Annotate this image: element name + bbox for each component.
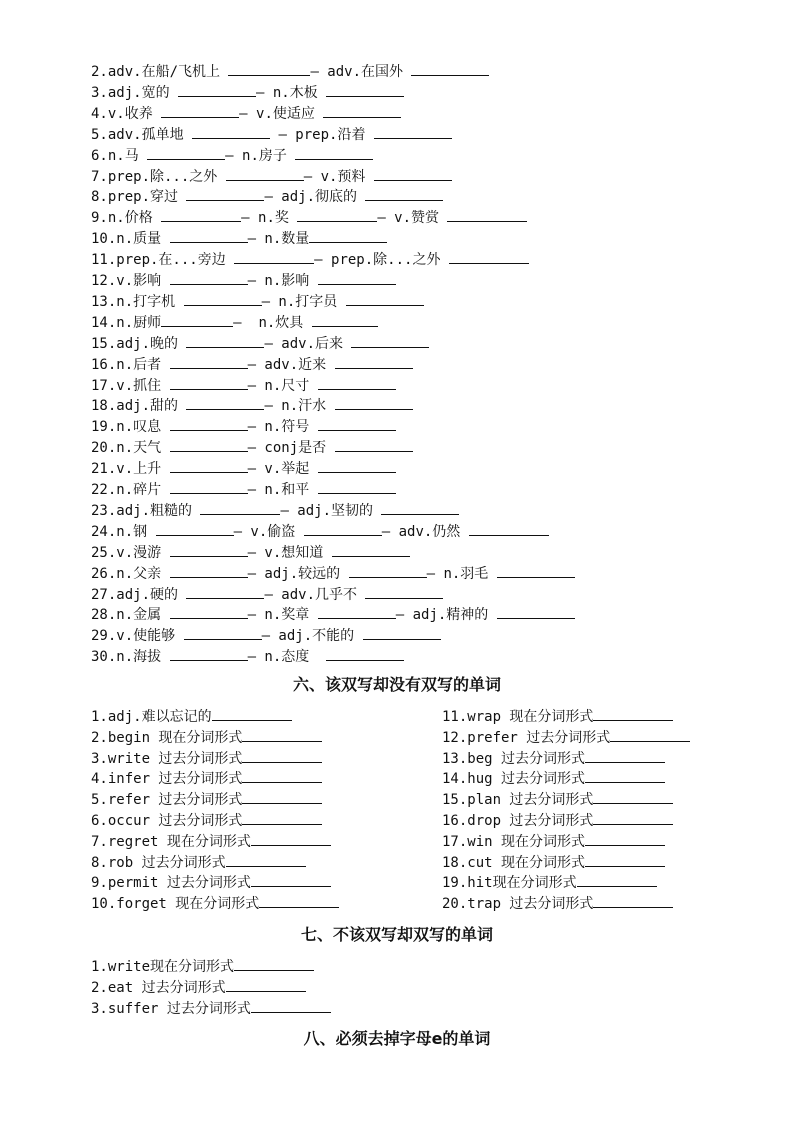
vocab-row: [91, 292, 424, 311]
answer-blank[interactable]: [170, 605, 248, 619]
vocab-row: [91, 522, 549, 541]
item-text: 16.n.后者: [91, 356, 170, 373]
answer-blank[interactable]: [593, 707, 673, 721]
vocab-row: [91, 459, 396, 478]
item-text: 20.n.天气: [91, 440, 170, 457]
item-text: — adv.后来: [264, 335, 352, 352]
answer-blank[interactable]: [242, 749, 322, 763]
item-text: 10.forget 现在分词形式: [91, 896, 260, 913]
vocab-row: [91, 208, 527, 227]
answer-blank[interactable]: [242, 728, 322, 742]
item-text: — n.态度: [247, 649, 327, 666]
answer-blank[interactable]: [161, 208, 241, 222]
vocab-row: [91, 104, 401, 123]
answer-blank[interactable]: [318, 271, 396, 285]
answer-blank[interactable]: [374, 125, 452, 139]
answer-blank[interactable]: [297, 208, 377, 222]
answer-blank[interactable]: [170, 564, 248, 578]
double-letter-item: [91, 707, 292, 726]
answer-blank[interactable]: [349, 564, 427, 578]
item-text: — n.奖章: [247, 607, 318, 624]
no-double-item: [91, 978, 306, 997]
item-text: 30.n.海拔: [91, 649, 170, 666]
item-text: 14.n.厨师: [91, 314, 162, 331]
item-text: — n.房子: [225, 147, 296, 164]
vocab-row: [91, 543, 410, 562]
item-text: 26.n.父亲: [91, 565, 170, 582]
answer-blank[interactable]: [170, 271, 248, 285]
answer-blank[interactable]: [200, 501, 280, 515]
answer-blank[interactable]: [242, 811, 322, 825]
item-text: 24.n.钢: [91, 523, 156, 540]
item-text: — v.赞赏: [377, 210, 448, 227]
double-letter-item: [91, 811, 322, 830]
answer-blank[interactable]: [178, 83, 256, 97]
answer-blank[interactable]: [226, 853, 306, 867]
section-6-heading: 六、该双写却没有双写的单词: [292, 675, 501, 694]
no-double-item: [91, 957, 314, 976]
vocab-row: [91, 564, 575, 583]
answer-blank[interactable]: [323, 104, 401, 118]
item-text: 6.occur 过去分词形式: [91, 813, 243, 829]
item-text: — adj.不能的: [261, 628, 363, 645]
vocab-row: [91, 355, 413, 374]
answer-blank[interactable]: [186, 585, 264, 599]
answer-blank[interactable]: [161, 313, 233, 327]
item-text: — n.打字员: [261, 293, 346, 310]
vocab-row: [91, 334, 429, 353]
vocab-row: [91, 376, 396, 395]
answer-blank[interactable]: [186, 334, 264, 348]
answer-blank[interactable]: [363, 626, 441, 640]
item-text: — n.尺寸: [247, 377, 318, 394]
vocab-row: [91, 250, 529, 269]
answer-blank[interactable]: [226, 978, 306, 992]
answer-blank[interactable]: [585, 853, 665, 867]
item-text: — conj是否: [247, 440, 335, 457]
vocab-row: [91, 187, 443, 206]
vocab-row: [91, 83, 404, 102]
answer-blank[interactable]: [170, 647, 248, 661]
section-7-heading: 七、不该双写却双写的单词: [300, 925, 493, 944]
item-text: 3.suffer 过去分词形式: [91, 1001, 251, 1017]
vocab-row: [91, 146, 373, 165]
item-text: 9.n.价格: [91, 210, 162, 227]
answer-blank[interactable]: [381, 501, 459, 515]
no-double-item: [91, 999, 331, 1018]
answer-blank[interactable]: [170, 459, 248, 473]
answer-blank[interactable]: [585, 749, 665, 763]
item-text: 23.adj.粗糙的: [91, 502, 201, 519]
item-text: — n.和平: [247, 482, 318, 498]
item-text: — prep.除...之外: [314, 252, 449, 269]
answer-blank[interactable]: [593, 790, 673, 804]
answer-blank[interactable]: [326, 83, 404, 97]
answer-blank[interactable]: [228, 62, 310, 76]
item-text: 7.regret 现在分词形式: [91, 833, 251, 850]
item-text: 18.cut 现在分词形式: [442, 854, 586, 871]
double-letter-item: [442, 811, 673, 830]
answer-blank[interactable]: [242, 790, 322, 804]
item-text: 13.beg 过去分词形式: [442, 750, 586, 767]
answer-blank[interactable]: [411, 62, 489, 76]
answer-blank[interactable]: [170, 355, 248, 369]
answer-blank[interactable]: [170, 480, 248, 494]
double-letter-item: [442, 873, 657, 892]
item-text: 2.adv.在船/飞机上: [91, 64, 229, 80]
answer-blank[interactable]: [226, 167, 304, 181]
vocab-row: [91, 417, 396, 436]
double-letter-item: [91, 728, 322, 747]
item-text: — v.预料: [303, 168, 374, 185]
item-text: — adv.在国外: [310, 64, 412, 80]
item-text: 16.drop 过去分词形式: [442, 813, 594, 829]
item-text: 2.eat 过去分词形式: [91, 980, 226, 996]
item-text: — v.偷盗: [233, 523, 304, 540]
answer-blank[interactable]: [304, 522, 382, 536]
double-letter-item: [91, 894, 339, 913]
answer-blank[interactable]: [318, 480, 396, 494]
item-text: 27.adj.硬的: [91, 586, 187, 603]
item-text: — n.木板: [256, 84, 327, 101]
item-text: 19.n.叹息: [91, 419, 170, 436]
item-text: 15.adj.晚的: [91, 335, 187, 352]
item-text: 25.v.漫游: [91, 544, 170, 561]
item-text: 14.hug 过去分词形式: [442, 771, 586, 788]
answer-blank[interactable]: [147, 146, 225, 160]
answer-blank[interactable]: [585, 832, 665, 846]
answer-blank[interactable]: [186, 396, 264, 410]
vocab-row: [91, 271, 396, 290]
vocab-row: [91, 229, 387, 248]
answer-blank[interactable]: [234, 250, 314, 264]
answer-blank[interactable]: [184, 626, 262, 640]
answer-blank[interactable]: [593, 811, 673, 825]
item-text: — adv.仍然: [381, 523, 469, 540]
double-letter-item: [91, 790, 322, 809]
answer-blank[interactable]: [251, 832, 331, 846]
answer-blank[interactable]: [593, 894, 673, 908]
item-text: — n.炊具: [233, 314, 312, 331]
item-text: 22.n.碎片: [91, 482, 170, 498]
item-text: 6.n.马: [91, 147, 148, 164]
vocab-row: [91, 125, 452, 144]
answer-blank[interactable]: [156, 522, 234, 536]
answer-blank[interactable]: [170, 543, 248, 557]
answer-blank[interactable]: [335, 396, 413, 410]
item-text: 12.prefer 过去分词形式: [442, 729, 611, 746]
item-text: 8.rob 过去分词形式: [91, 854, 226, 871]
item-text: 9.permit 过去分词形式: [91, 875, 251, 892]
item-text: — adj.较远的: [247, 565, 349, 582]
item-text: 20.trap 过去分词形式: [442, 896, 594, 913]
item-text: — adj.坚韧的: [280, 502, 382, 519]
double-letter-item: [442, 769, 665, 788]
answer-blank[interactable]: [161, 104, 239, 118]
answer-blank[interactable]: [295, 146, 373, 160]
item-text: — v.举起: [247, 461, 318, 478]
item-text: 3.write 过去分词形式: [91, 750, 243, 767]
item-text: 19.hit现在分词形式: [442, 875, 577, 892]
vocab-row: [91, 605, 575, 624]
item-text: 1.adj.难以忘记的: [91, 709, 212, 725]
section-8-heading: 八、必须去掉字母e的单词: [303, 1029, 491, 1048]
answer-blank[interactable]: [351, 334, 429, 348]
answer-blank[interactable]: [170, 417, 248, 431]
answer-blank[interactable]: [335, 438, 413, 452]
answer-blank[interactable]: [610, 728, 690, 742]
double-letter-item: [91, 769, 322, 788]
answer-blank[interactable]: [170, 376, 248, 390]
item-text: 21.v.上升: [91, 461, 170, 478]
answer-blank[interactable]: [318, 417, 396, 431]
answer-blank[interactable]: [577, 873, 657, 887]
vocab-row: [91, 313, 378, 332]
vocab-row: [91, 167, 452, 186]
answer-blank[interactable]: [318, 605, 396, 619]
item-text: 5.refer 过去分词形式: [91, 792, 243, 809]
answer-blank[interactable]: [186, 187, 264, 201]
answer-blank[interactable]: [374, 167, 452, 181]
item-text: — n.奖: [241, 210, 298, 227]
item-text: — n.数量: [247, 231, 310, 248]
vocab-row: [91, 647, 404, 666]
double-letter-item: [442, 790, 673, 809]
answer-blank[interactable]: [234, 957, 314, 971]
item-text: 3.adj.宽的: [91, 84, 179, 101]
answer-blank[interactable]: [365, 585, 443, 599]
item-text: 1.write现在分词形式: [91, 959, 235, 975]
answer-blank[interactable]: [192, 125, 270, 139]
item-text: — adv.近来: [247, 356, 335, 373]
double-letter-item: [442, 853, 665, 872]
item-text: — n.羽毛: [426, 565, 497, 582]
double-letter-item: [91, 873, 331, 892]
answer-blank[interactable]: [318, 376, 396, 390]
answer-blank[interactable]: [251, 873, 331, 887]
double-letter-item: [442, 894, 673, 913]
answer-blank[interactable]: [184, 292, 262, 306]
double-letter-item: [442, 749, 665, 768]
vocab-row: [91, 501, 459, 520]
answer-blank[interactable]: [326, 647, 404, 661]
item-text: 15.plan 过去分词形式: [442, 792, 594, 809]
item-text: 18.adj.甜的: [91, 398, 187, 415]
double-letter-item: [442, 707, 673, 726]
double-letter-item: [91, 749, 322, 768]
answer-blank[interactable]: [497, 605, 575, 619]
double-letter-item: [442, 728, 690, 747]
item-text: 7.prep.除...之外: [91, 168, 226, 185]
item-text: 11.wrap 现在分词形式: [442, 709, 594, 725]
vocab-row: [91, 438, 413, 457]
item-text: 10.n.质量: [91, 231, 170, 248]
answer-blank[interactable]: [447, 208, 527, 222]
item-text: 28.n.金属: [91, 607, 170, 624]
answer-blank[interactable]: [170, 229, 248, 243]
answer-blank[interactable]: [469, 522, 549, 536]
answer-blank[interactable]: [318, 459, 396, 473]
answer-blank[interactable]: [585, 769, 665, 783]
answer-blank[interactable]: [170, 438, 248, 452]
item-text: — n.汗水: [264, 398, 335, 415]
item-text: 4.v.收养: [91, 105, 162, 122]
answer-blank[interactable]: [259, 894, 339, 908]
item-text: — adj.精神的: [395, 607, 497, 624]
answer-blank[interactable]: [365, 187, 443, 201]
answer-blank[interactable]: [312, 313, 378, 327]
item-text: 17.win 现在分词形式: [442, 833, 586, 850]
item-text: 8.prep.穿过: [91, 189, 187, 206]
answer-blank[interactable]: [251, 999, 331, 1013]
answer-blank[interactable]: [346, 292, 424, 306]
vocab-row: [91, 626, 441, 645]
item-text: — n.符号: [247, 419, 318, 436]
item-text: 2.begin 现在分词形式: [91, 729, 243, 746]
vocab-row: [91, 480, 396, 499]
vocab-row: [91, 62, 489, 81]
answer-blank[interactable]: [242, 769, 322, 783]
double-letter-item: [91, 832, 331, 851]
answer-blank[interactable]: [449, 250, 529, 264]
item-text: 17.v.抓住: [91, 377, 170, 394]
item-text: — n.影响: [247, 273, 318, 289]
vocab-row: [91, 585, 443, 604]
item-text: 12.v.影响: [91, 273, 170, 289]
answer-blank[interactable]: [497, 564, 575, 578]
double-letter-item: [91, 853, 306, 872]
item-text: — adv.几乎不: [264, 586, 366, 603]
answer-blank[interactable]: [212, 707, 292, 721]
item-text: — v.使适应: [239, 105, 324, 122]
vocab-row: [91, 396, 413, 415]
item-text: — v.想知道: [247, 544, 332, 561]
answer-blank[interactable]: [309, 229, 387, 243]
answer-blank[interactable]: [332, 543, 410, 557]
double-letter-item: [442, 832, 665, 851]
item-text: 5.adv.孤单地: [91, 126, 193, 143]
item-text: — prep.沿着: [270, 126, 374, 143]
answer-blank[interactable]: [335, 355, 413, 369]
item-text: 11.prep.在...旁边: [91, 252, 235, 269]
item-text: 29.v.使能够: [91, 628, 184, 645]
item-text: 4.infer 过去分词形式: [91, 771, 243, 788]
item-text: 13.n.打字机: [91, 293, 184, 310]
item-text: — adj.彻底的: [264, 189, 366, 206]
